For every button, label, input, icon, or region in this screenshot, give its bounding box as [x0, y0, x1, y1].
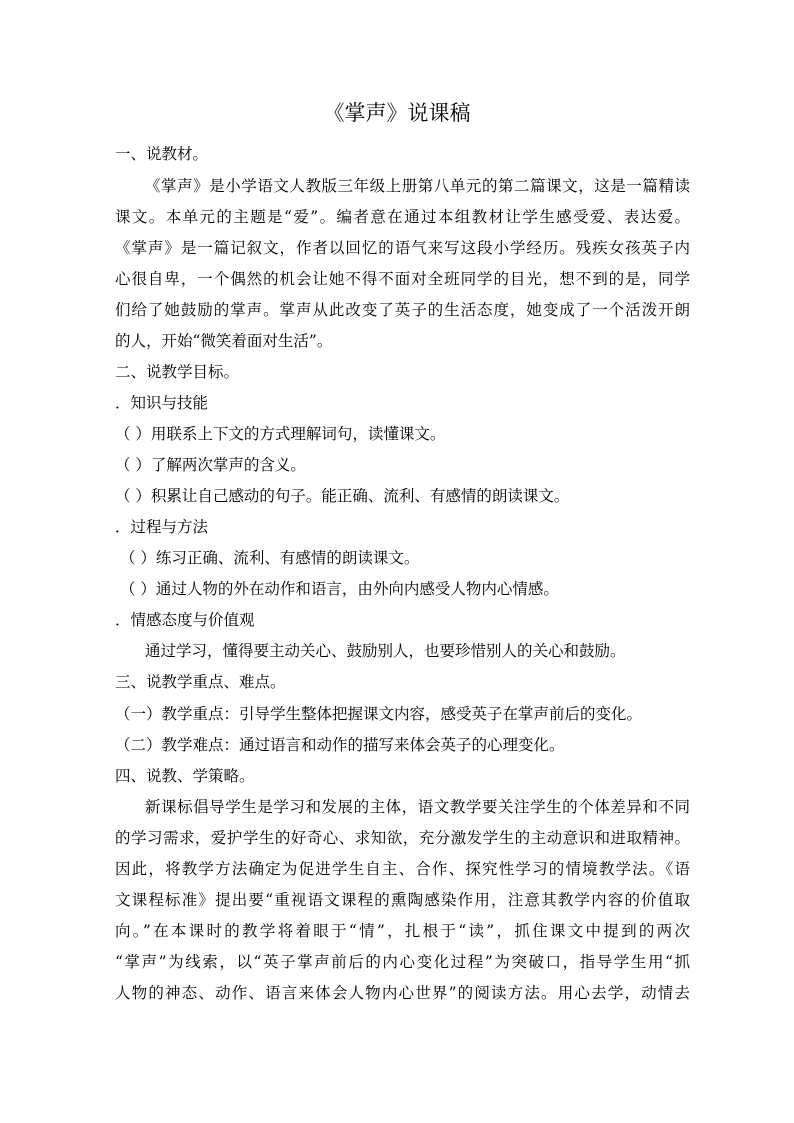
section-heading-strategy: 四、说教、学策略。	[115, 767, 255, 785]
paragraph-line: 通过学习，懂得要主动关心、鼓励别人，也要珍惜别人的关心和鼓励。	[145, 642, 626, 660]
list-item-key-point: （一）教学重点：引导学生整体把握课文内容，感受英子在掌声前后的变化。	[115, 705, 643, 723]
paragraph-line: 课文。本单元的主题是“爱”。编者意在通过本组教材让学生感受爱、表达爱。	[115, 208, 690, 226]
paragraph-line: 人物的神态、动作、语言来体会人物内心世界”的阅读方法。用心去学，动情去	[115, 984, 690, 1002]
paragraph-line: “掌声”为线索，以“英子掌声前后的内心变化过程”为突破口，指导学生用“抓	[115, 953, 690, 971]
section-heading-objectives: 二、说教学目标。	[115, 363, 240, 381]
paragraph-line: 《掌声》是小学语文人教版三年级上册第八单元的第二篇课文，这是一篇精读	[145, 177, 690, 195]
list-item: （ ）通过人物的外在动作和语言，由外向内感受人物内心情感。	[120, 580, 559, 598]
paragraph-line: 《掌声》是一篇记叙文，作者以回忆的语气来写这段小学经历。残疾女孩英子内	[115, 239, 690, 257]
paragraph-line: 因此，将教学方法确定为促进学生自主、合作、探究性学习的情境教学法。《语	[115, 860, 690, 878]
paragraph-line: 的人，开始“微笑着面对生活”。	[115, 332, 333, 350]
document-title: 《掌声》说课稿	[323, 101, 471, 125]
paragraph-line: 心很自卑，一个偶然的机会让她不得不面对全班同学的目光，想不到的是，同学	[115, 270, 690, 288]
paragraph-line: 们给了她鼓励的掌声。掌声从此改变了英子的生活态度，她变成了一个活泼开朗	[115, 301, 690, 319]
list-item: （ ）用联系上下文的方式理解词句，读懂课文。	[115, 425, 446, 443]
paragraph-line: 向。”在本课时的教学将着眼于“情”，扎根于“读”，抓住课文中提到的两次	[115, 922, 690, 940]
paragraph-line: 新课标倡导学生是学习和发展的主体，语文教学要关注学生的个体差异和不同	[145, 798, 690, 816]
list-item: （ ）练习正确、流利、有感情的朗读课文。	[120, 549, 420, 567]
subheading-knowledge-skills: ．知识与技能	[115, 394, 209, 412]
section-heading-key-points: 三、说教学重点、难点。	[115, 673, 286, 691]
paragraph-line: 的学习需求，爱护学生的好奇心、求知欲，充分激发学生的主动意识和进取精神。	[115, 829, 690, 847]
list-item-difficulty: （二）教学难点：通过语言和动作的描写来体会英子的心理变化。	[115, 736, 565, 754]
subheading-process-methods: ．过程与方法	[115, 518, 209, 536]
list-item: （ ）了解两次掌声的含义。	[115, 456, 306, 474]
section-heading-textbook: 一、说教材。	[115, 145, 209, 163]
list-item: （ ）积累让自己感动的句子。能正确、流利、有感情的朗读课文。	[115, 487, 570, 505]
subheading-emotion-values: ．情感态度与价值观	[115, 611, 255, 629]
paragraph-line: 文课程标准》提出要“重视语文课程的熏陶感染作用，注意其教学内容的价值取	[115, 891, 690, 909]
